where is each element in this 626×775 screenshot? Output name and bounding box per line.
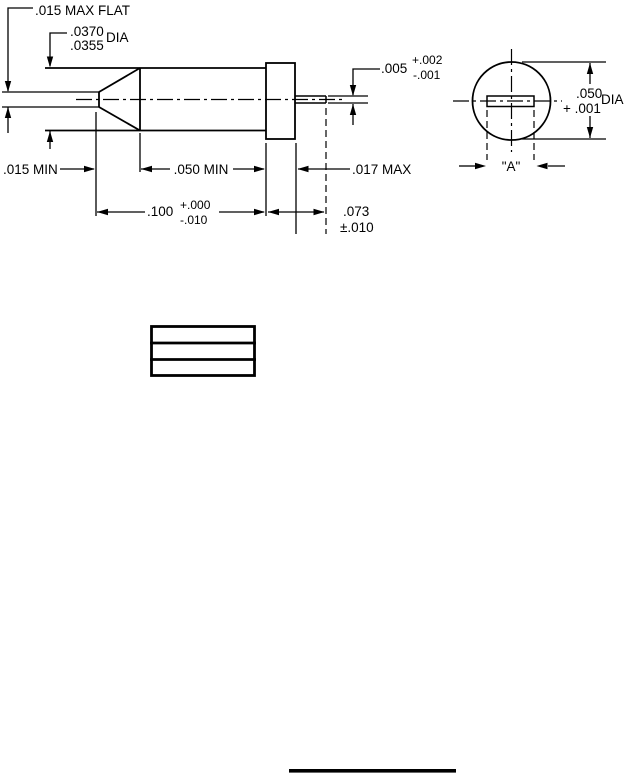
dim-label-pin-dia: .005 xyxy=(381,61,408,76)
leader-line xyxy=(353,69,380,95)
dim-label-grip-len: .050 MIN xyxy=(173,162,229,177)
dim-slot-width xyxy=(459,159,565,174)
cone-top-edge xyxy=(99,68,140,92)
end-view xyxy=(453,49,624,174)
dim-label-tail-len-tol: ±.010 xyxy=(340,220,374,235)
dim-label-body-len-minus: -.010 xyxy=(180,213,208,227)
dim-label-tip-len: .015 MIN xyxy=(3,162,58,177)
arrowhead-left xyxy=(97,209,108,215)
flange-outline xyxy=(266,63,295,139)
dim-label-body-dia-suffix: DIA xyxy=(106,30,129,45)
footer-rule xyxy=(289,769,456,773)
dim-label-body-dia-upper: .0370 xyxy=(70,24,104,39)
arrowhead-down xyxy=(350,85,356,96)
arrowhead-right xyxy=(254,166,265,172)
dim-row-lower xyxy=(97,198,374,235)
dim-label-body-len: .100 xyxy=(147,204,174,219)
dim-label-pin-len: .017 MAX xyxy=(352,162,412,177)
dim-label-tip-flat: .015 MAX FLAT xyxy=(35,3,131,18)
arrowhead-right xyxy=(84,166,95,172)
arrowhead-left xyxy=(268,209,279,215)
arrowhead-left xyxy=(298,166,309,172)
dim-label-outer-dia: .050 xyxy=(576,86,603,101)
dim-label-pin-dia-minus: -.001 xyxy=(413,68,441,82)
cone-bottom-edge xyxy=(99,107,140,131)
dim-pin-dia xyxy=(350,53,443,125)
dim-row-upper xyxy=(3,160,411,177)
dim-label-slot-width: "A" xyxy=(501,159,521,174)
notes-table xyxy=(150,327,256,376)
leader-line xyxy=(8,8,33,91)
arrowhead-down xyxy=(5,81,11,92)
arrowhead-up xyxy=(587,63,593,74)
arrowhead-up xyxy=(47,131,53,142)
arrowhead-right xyxy=(314,209,325,215)
arrowhead-up xyxy=(350,104,356,115)
arrowhead-down xyxy=(47,57,53,68)
leader-line xyxy=(50,33,67,66)
table-border xyxy=(152,327,255,376)
dim-label-outer-dia-suffix: DIA xyxy=(601,92,624,107)
dim-label-tail-len: .073 xyxy=(343,204,370,219)
arrowhead-left xyxy=(141,166,152,172)
dim-label-outer-dia-tol: + .001 xyxy=(563,101,601,116)
arrowhead-right xyxy=(254,209,265,215)
dim-label-body-len-plus: +.000 xyxy=(180,198,211,212)
arrowhead-up xyxy=(5,107,11,118)
dim-label-body-dia-lower: .0355 xyxy=(70,38,104,53)
pin-outline xyxy=(2,63,326,139)
arrowhead-right xyxy=(475,163,486,169)
side-view xyxy=(2,3,443,235)
dim-label-pin-dia-plus: +.002 xyxy=(412,53,443,67)
arrowhead-down xyxy=(587,127,593,138)
arrowhead-left xyxy=(537,163,548,169)
